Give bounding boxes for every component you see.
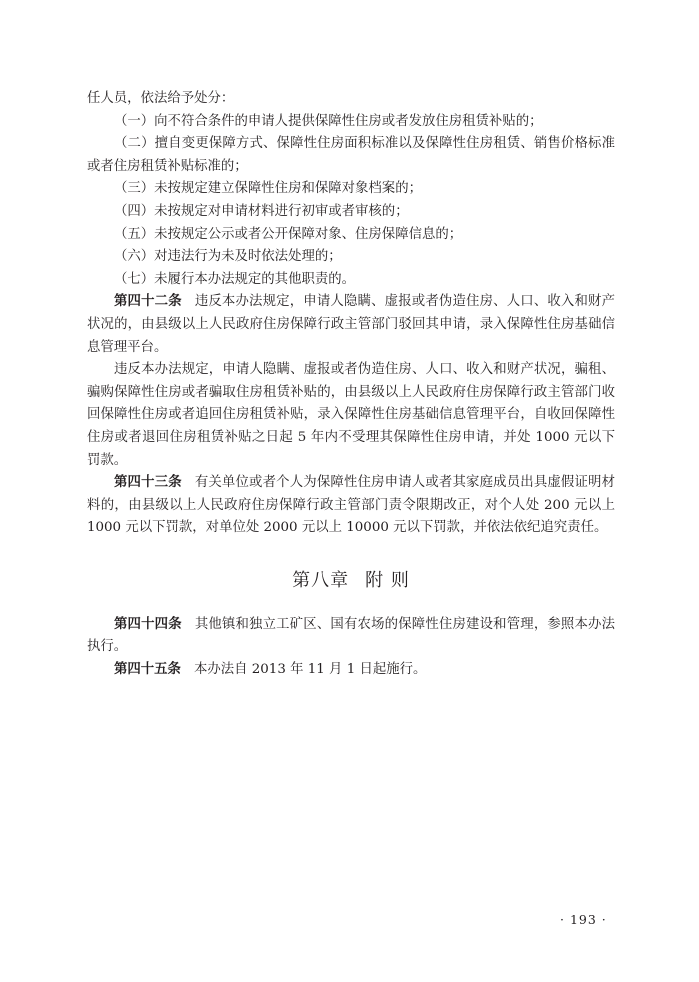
list-item-2: （二）擅自变更保障方式、保障性住房面积标准以及保障性住房租赁、销售价格标准或者住房租赁补贴标准的； bbox=[87, 136, 615, 174]
chapter-name: 附 则 bbox=[365, 569, 410, 591]
page-number: · 193 · bbox=[560, 912, 607, 927]
chapter-number: 第八章 bbox=[292, 569, 350, 591]
list-item-5: （五）未按规定公示或者公开保障对象、住房保障信息的； bbox=[114, 226, 463, 242]
article-44-label: 第四十四条 bbox=[114, 616, 182, 632]
article-45-label: 第四十五条 bbox=[114, 662, 181, 678]
list-item-4: （四）未按规定对申请材料进行初审或者审核的； bbox=[114, 203, 409, 219]
list-item-6: （六）对违法行为未及时依法处理的； bbox=[114, 249, 342, 265]
article-44 bbox=[87, 614, 615, 659]
article-43 bbox=[87, 472, 615, 540]
list-item-7: （七）未履行本办法规定的其他职责的。 bbox=[114, 271, 356, 287]
list-item-1: （一）向不符合条件的申请人提供保障性住房或者发放住房租赁补贴的； bbox=[114, 113, 543, 129]
article-42-label: 第四十二条 bbox=[114, 294, 182, 310]
article-42 bbox=[87, 291, 615, 359]
article-42-text: 违反本办法规定，申请人隐瞒、虚报或者伪造住房、人口、收入和财产状况的，由县级以上人民政府住房保障行政主管部门驳回其申请，录入保障性住房基础信息管理平台。 bbox=[87, 294, 616, 355]
list-item-3: （三）未按规定建立保障性住房和保障对象档案的； bbox=[114, 181, 422, 197]
chapter-heading bbox=[87, 566, 615, 592]
continuation-line: 任人员，依法给予处分： bbox=[87, 91, 235, 106]
article-45-text: 本办法自 2013 年 11 月 1 日起施行。 bbox=[193, 662, 427, 678]
article-45 bbox=[87, 659, 615, 682]
article-43-label: 第四十三条 bbox=[114, 475, 182, 491]
article-42-para2: 违反本办法规定，申请人隐瞒、虚报或者伪造住房、人口、收入和财产状况，骗租、骗购保障性住房或者骗取住房租赁补贴的，由县级以上人民政府住房保障行政主管部门收回保障性住房或者追回住房租赁补贴，录入保障性住房基础信息管理平台，自收回保障性住房或者退回住房租赁补贴之日起 5 年内不受理其保障性住房申请，并处 1000 元以下罚款。 bbox=[87, 362, 615, 468]
document-body bbox=[87, 88, 615, 682]
article-43-text: 有关单位或者个人为保障性住房申请人或者其家庭成员出具虚假证明材料的，由县级以上人民政府住房保障行政主管部门责令限期改正，对个人处 200 元以上 1000 元以下罚款，对单位处 2000 元以上 10000 元以下罚款，并依法依纪追究责任。 bbox=[87, 475, 616, 536]
article-44-text: 其他镇和独立工矿区、国有农场的保障性住房建设和管理，参照本办法执行。 bbox=[87, 616, 616, 655]
